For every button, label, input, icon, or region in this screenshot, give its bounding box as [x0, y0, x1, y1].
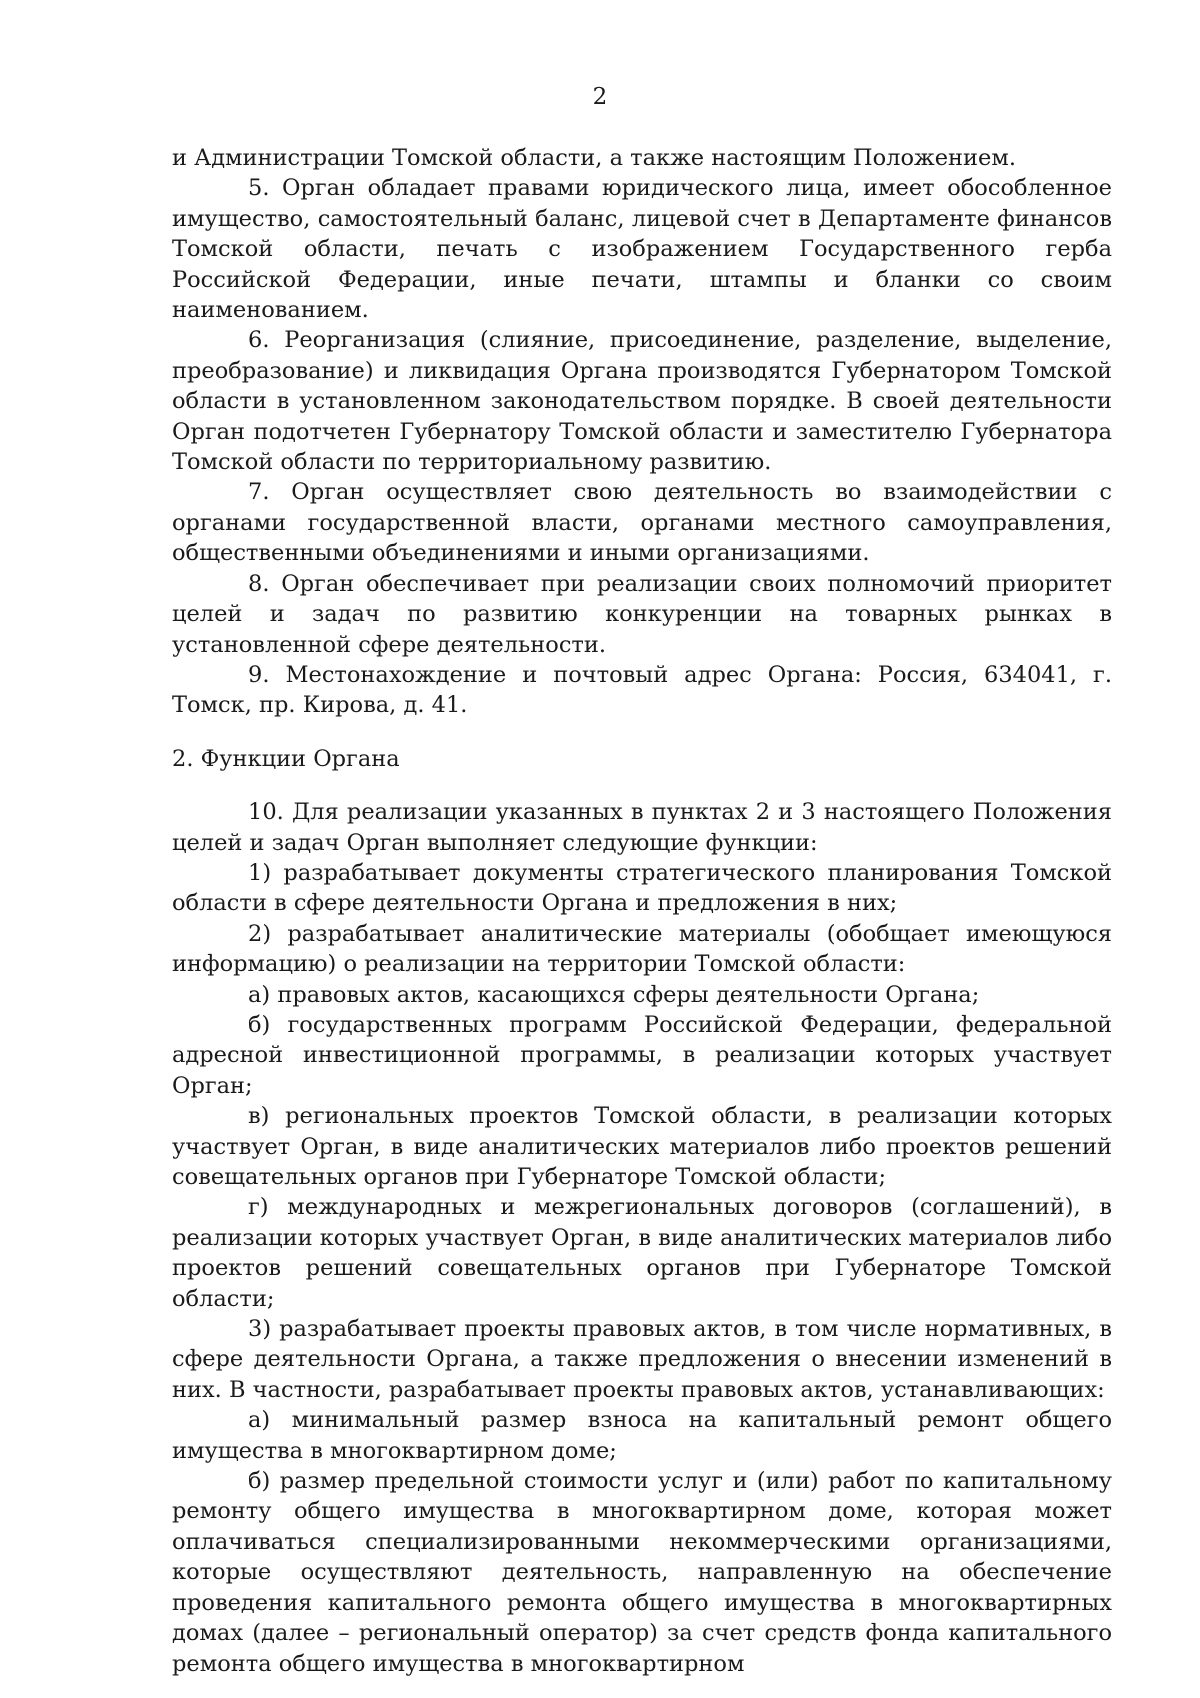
subitem-2g: г) международных и межрегиональных договоров (соглашений), в реализации которых участвует Орган, в виде аналитических материалов либо проектов решений совещательных органов при Губернаторе Томской области; [172, 1194, 1112, 1312]
paragraph-item-8: 8. Орган обеспечивает при реализации своих полномочий приоритет целей и задач по развитию конкуренции на товарных рынках в установленной сфере деятельности. [172, 570, 1112, 658]
paragraph-item-7: 7. Орган осуществляет свою деятельность во взаимодействии с органами государственной власти, органами местного самоуправления, общественными объединениями и иными организациями. [172, 479, 1112, 567]
subitem-2a: а) правовых актов, касающихся сферы деятельности Органа; [248, 981, 980, 1008]
paragraph-item-6: 6. Реорганизация (слияние, присоединение, разделение, выделение, преобразование) и ликвидация Органа производятся Губернатором Томской области в установленном законодательством порядке. В своей деятельности Орган подотчетен Губернатору Томской области и заместителю Губернатора Томской области по территориальному развитию. [172, 327, 1112, 476]
subitem-3b: б) размер предельной стоимости услуг и (или) работ по капитальному ремонту общего имущества в многоквартирном доме, которая может оплачиваться специализированными некоммерческими организациями, которые осуществляют деятельность, направленную на обеспечение проведения капитального ремонта общего имущества в многоквартирных домах (далее – региональный оператор) за счет средств фонда капитального ремонта общего имущества в многоквартирном [172, 1468, 1112, 1677]
paragraph-item-9: 9. Местонахождение и почтовый адрес Органа: Россия, 634041, г. Томск, пр. Кирова, д. 41. [172, 661, 1112, 719]
subitem-3a: а) минимальный размер взноса на капитальный ремонт общего имущества в многоквартирном доме; [172, 1407, 1112, 1464]
document-body [172, 143, 1112, 1679]
subitem-2v: в) региональных проектов Томской области, в реализации которых участвует Орган, в виде аналитических материалов либо проектов решений совещательных органов при Губернаторе Томской области; [172, 1103, 1112, 1190]
subitem-2: 2) разрабатывает аналитические материалы (обобщает имеющуюся информацию) о реализации на территории Томской области: [172, 920, 1112, 978]
paragraph-continuation: и Администрации Томской области, а также настоящим Положением. [172, 145, 1016, 171]
subitem-2b: б) государственных программ Российской Федерации, федеральной адресной инвестиционной программы, в реализации которых участвует Орган; [172, 1011, 1112, 1099]
section-heading: 2. Функции Органа [172, 745, 400, 772]
paragraph-item-5: 5. Орган обладает правами юридического лица, имеет обособленное имущество, самостоятельный баланс, лицевой счет в Департаменте финансов Томской области, печать с изображением Государственного герба Российской Федерации, иные печати, штампы и бланки со своим наименованием. [172, 175, 1112, 324]
paragraph-item-10: 10. Для реализации указанных в пунктах 2 и 3 настоящего Положения целей и задач Орган выполняет следующие функции: [172, 799, 1112, 856]
page-number: 2 [592, 84, 608, 110]
subitem-3: 3) разрабатывает проекты правовых актов, в том числе нормативных, в сфере деятельности Органа, а также предложения о внесении изменений в них. В частности, разрабатывает проекты правовых актов, устанавливающих: [172, 1316, 1112, 1403]
subitem-1: 1) разрабатывает документы стратегического планирования Томской области в сфере деятельности Органа и предложения в них; [172, 859, 1112, 917]
